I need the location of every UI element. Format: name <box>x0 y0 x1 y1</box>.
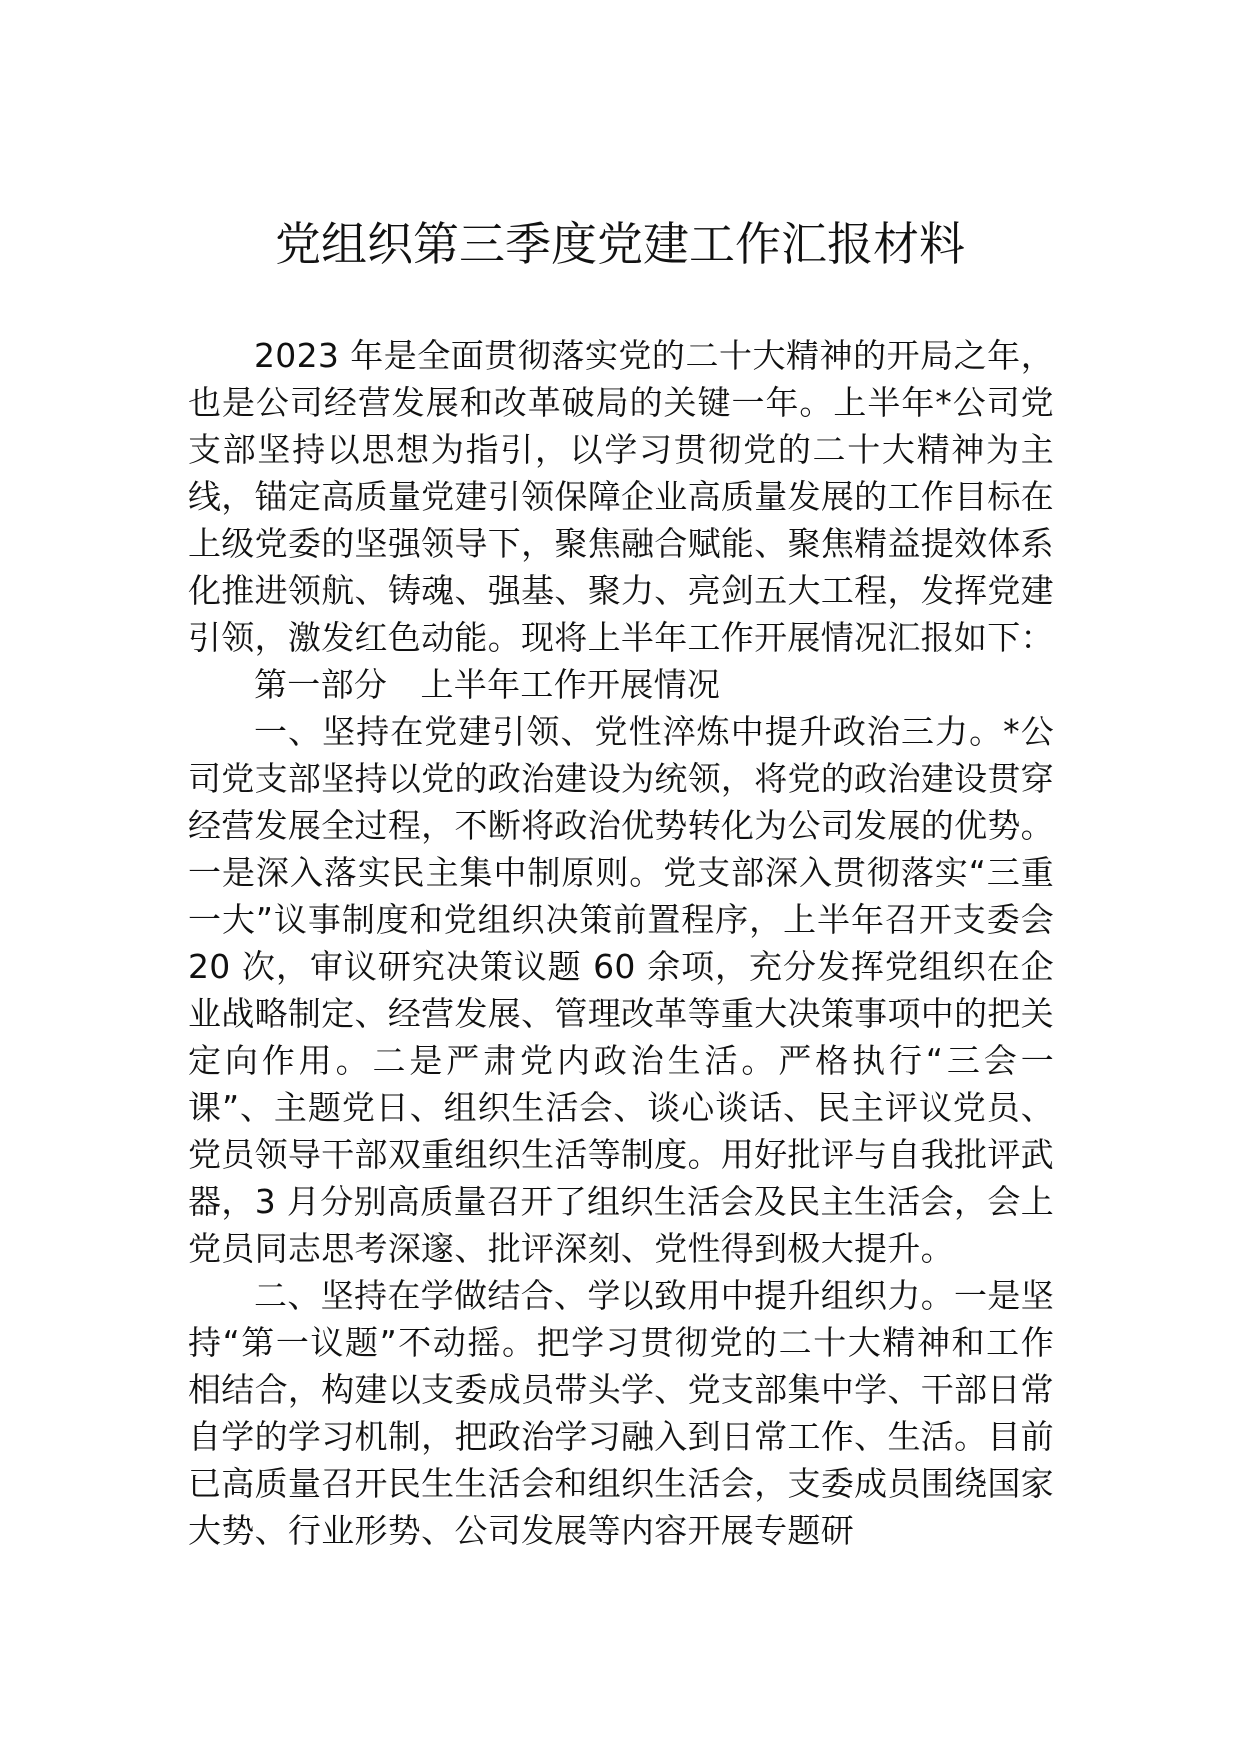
paragraph-point-one: 一、坚持在党建引领、党性淬炼中提升政治三力。*公司党支部坚持以党的政治建设为统领，将党的政治建设贯穿经营发展全过程，不断将政治优势转化为公司发展的优势。一是深入落实民主集中制原则。党支部深入贯彻落实“三重一大”议事制度和党组织决策前置程序，上半年召开支委会 20 次，审议研究决策议题 60 余项，充分发挥党组织在企业战略制定、经营发展、管理改革等重大决策事项中的把关定向作用。二是严肃党内政治生活。严格执行“三会一课”、主题党日、组织生活会、谈心谈话、民主评议党员、党员领导干部双重组织生活等制度。用好批评与自我批评武器，3 月分别高质量召开了组织生活会及民主生活会，会上党员同志思考深邃、批评深刻、党性得到极大提升。 <box>188 712 1054 1268</box>
document-body <box>188 332 1054 1554</box>
section-heading-part-one: 第一部分 上半年工作开展情况 <box>254 665 721 704</box>
paragraph-point-two: 二、坚持在学做结合、学以致用中提升组织力。一是坚持“第一议题”不动摇。把学习贯彻党的二十大精神和工作相结合，构建以支委成员带头学、党支部集中学、干部日常自学的学习机制，把政治学习融入到日常工作、生活。目前已高质量召开民生生活会和组织生活会，支委成员围绕国家大势、行业形势、公司发展等内容开展专题研 <box>188 1276 1054 1550</box>
intro-paragraph: 2023 年是全面贯彻落实党的二十大精神的开局之年，也是公司经营发展和改革破局的关键一年。上半年*公司党支部坚持以思想为指引，以学习贯彻党的二十大精神为主线，锚定高质量党建引领保障企业高质量发展的工作目标在上级党委的坚强领导下，聚焦融合赋能、聚焦精益提效体系化推进领航、铸魂、强基、聚力、亮剑五大工程，发挥党建引领，激发红色动能。现将上半年工作开展情况汇报如下： <box>188 336 1054 657</box>
document-title: 党组织第三季度党建工作汇报材料 <box>275 217 965 271</box>
